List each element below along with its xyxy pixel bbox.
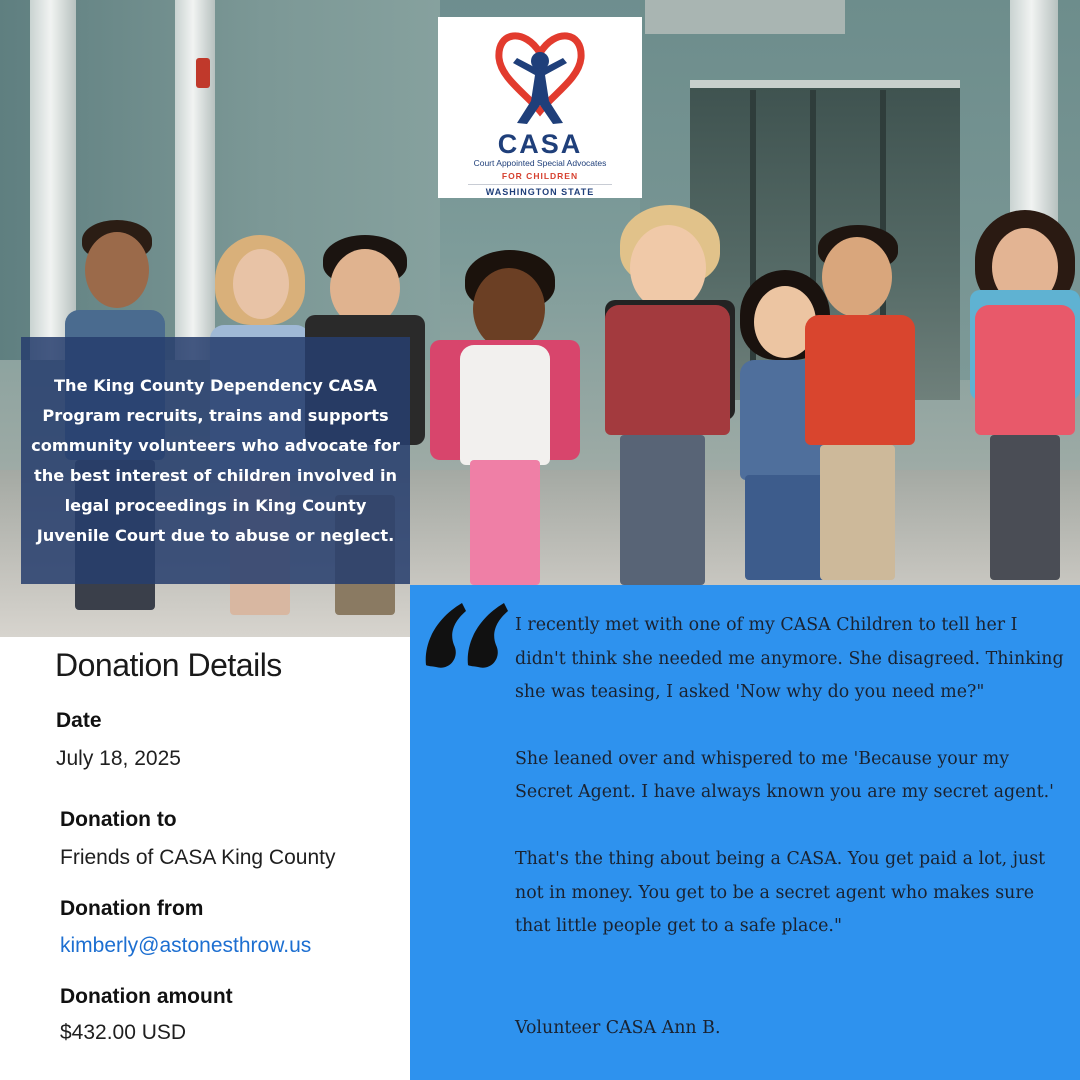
donation-details-panel <box>0 637 410 1080</box>
child-figure <box>585 205 745 590</box>
donation-details-title: Donation Details <box>55 647 282 683</box>
donation-amount-value: $432.00 USD <box>60 1021 187 1044</box>
logo-divider <box>468 184 612 185</box>
heart-figure-icon <box>495 23 585 128</box>
quote-paragraph: That's the thing about being a CASA. You get paid a lot, just not in money. You get to be a secret agent who makes sure that little people get to a safe place." <box>515 848 1046 937</box>
building-sign <box>645 0 845 34</box>
donation-amount-label: Donation amount <box>60 985 233 1008</box>
donation-to-label: Donation to <box>60 808 177 831</box>
child-figure <box>800 225 920 585</box>
donor-email-link[interactable]: kimberly@astonesthrow.us <box>60 934 312 957</box>
casa-logo <box>438 17 642 198</box>
child-figure <box>960 210 1080 585</box>
logo-wordmark: CASA <box>497 129 583 159</box>
mission-statement: The King County Dependency CASA Program recruits, trains and supports community volunteers who advocate for the best interest of children involved in legal proceedings in King County Juvenile Court due to abuse or neglect. <box>31 375 400 545</box>
donation-from-label: Donation from <box>60 897 204 920</box>
mission-statement-box <box>21 337 410 584</box>
date-label: Date <box>56 709 102 732</box>
testimonial-quote <box>515 609 1065 977</box>
logo-subtitle: Court Appointed Special Advocates <box>473 158 607 168</box>
quote-paragraph: I recently met with one of my CASA Children to tell her I didn't think she needed me anymore. She disagreed. Thinking she was teasing, I asked 'Now why do you need me?" <box>515 615 1064 703</box>
fire-alarm <box>196 58 210 88</box>
logo-for-children: FOR CHILDREN <box>501 171 579 181</box>
logo-state: WASHINGTON STATE <box>485 187 595 197</box>
quote-paragraph: She leaned over and whispered to me 'Because your my Secret Agent. I have always known you are my secret agent.' <box>515 748 1054 803</box>
quote-mark-icon <box>422 599 512 669</box>
date-value: July 18, 2025 <box>56 747 181 770</box>
testimonial-signature: Volunteer CASA Ann B. <box>515 1018 721 1038</box>
child-figure <box>425 250 585 590</box>
donation-to-value: Friends of CASA King County <box>60 846 336 869</box>
testimonial-panel <box>410 585 1080 1080</box>
